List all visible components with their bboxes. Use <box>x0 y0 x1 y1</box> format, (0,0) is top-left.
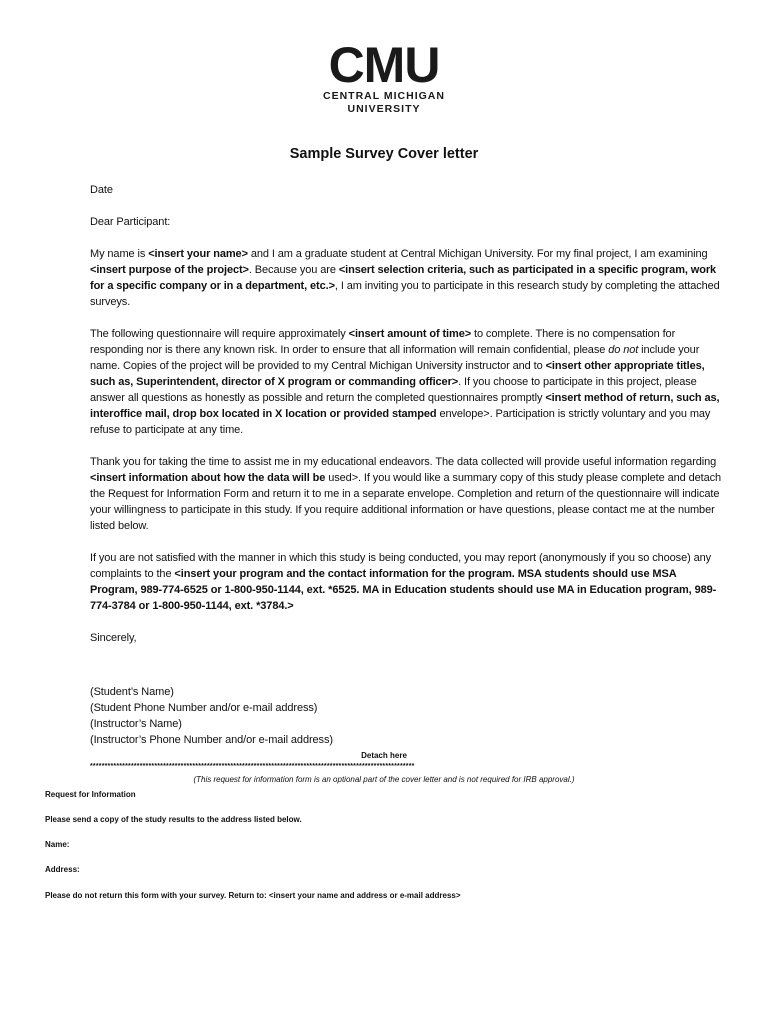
closing: Sincerely, <box>90 632 137 644</box>
form-heading: Request for Information <box>45 790 136 799</box>
signature-line: (Student’s Name) <box>90 686 174 698</box>
letter-body <box>90 182 722 748</box>
logo-line-1: CENTRAL MICHIGAN <box>323 90 445 102</box>
paragraph-questionnaire: The following questionnaire will require approximately <insert amount of time> to complete. There is no compensation for responding nor is there any known risk. In order to ensure that all information will remain confidential, please do not include your name. Copies of the project will be provided to my Central Michigan University instructor and to <insert other appropriate titles, such as, Superintendent, director of X program or commanding officer>. If you choose to participate in this project, please answer all questions as honestly as possible and return the completed questionnaires promptly <insert method of return, such as, interoffice mail, drop box located in X location or provided stamped envelope>. Participation is strictly voluntary and you may refuse to participate at any time. <box>90 328 720 436</box>
signature-line: (Instructor’s Name) <box>90 718 182 730</box>
detach-label: Detach here <box>361 751 407 760</box>
paragraph-intro: My name is <insert your name> and I am a graduate student at Central Michigan University. For my final project, I am examining <insert purpose of the project>. Because you are <insert selection criteria, such as participated in a specific program, work for a specific company or in a department, etc.>, I am inviting you to participate in this research study by completing the attached surveys. <box>90 248 720 308</box>
form-instruction: Please send a copy of the study results to the address listed below. <box>45 815 302 824</box>
paragraph-thanks: Thank you for taking the time to assist me in my educational endeavors. The data collected will provide useful information regarding <insert information about how the data will be used>. If you would like a summary copy of this study please complete and detach the Request for Information Form and return it to me in a separate envelope. Completion and return of the questionnaire will indicate your willingness to participate in this study. If you require additional information or have questions, please contact me at the number listed below. <box>90 456 722 532</box>
form-return-text: Please do not return this form with your survey. Return to: <insert your name and address or e-mail address> <box>45 891 461 900</box>
detach-divider: *************************************************************************************************************** <box>90 763 415 770</box>
logo-line-2: UNIVERSITY <box>347 103 421 115</box>
form-address-label: Address: <box>45 865 80 874</box>
date-line: Date <box>90 184 113 196</box>
document-title: Sample Survey Cover letter <box>289 146 479 162</box>
signature-line: (Student Phone Number and/or e-mail address) <box>90 702 318 714</box>
paragraph-complaints: If you are not satisfied with the manner in which this study is being conducted, you may report (anonymously if you so choose) any complaints to the <insert your program and the contact information for the program. MSA students should use MSA Program, 989-774-6525 or 1-800-950-1144, ext. *6525. MA in Education students should use MA in Education program, 989-774-3784 or 1-800-950-1144, ext. *3784.> <box>90 552 717 612</box>
signature-block <box>90 684 722 748</box>
signature-line: (Instructor’s Phone Number and/or e-mail address) <box>90 734 333 746</box>
logo-mark: CMU <box>328 37 440 93</box>
form-name-label: Name: <box>45 840 70 849</box>
salutation: Dear Participant: <box>90 216 171 228</box>
cmu-logo <box>0 37 768 116</box>
detach-note: (This request for information form is an optional part of the cover letter and is not required for IRB approval.) <box>193 775 575 784</box>
